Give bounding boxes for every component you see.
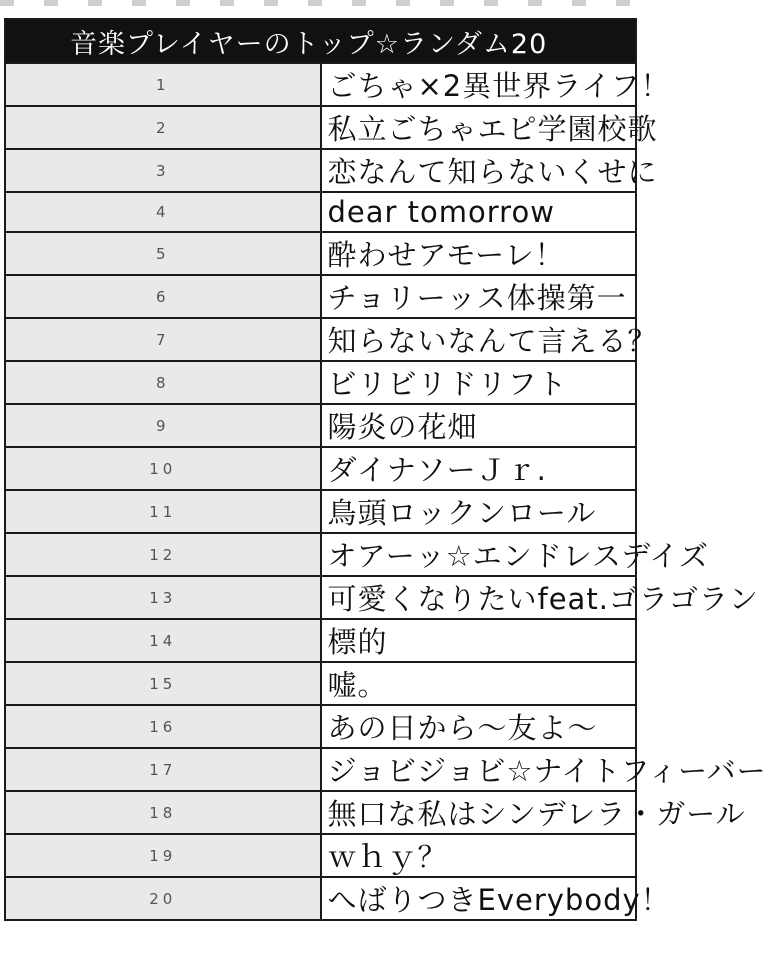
table-row: [5, 318, 636, 361]
song-title: 可愛くなりたいfeat.ゴラゴラン: [321, 576, 637, 619]
table-row: [5, 834, 636, 877]
rank-number: 11: [5, 490, 321, 533]
table-row: [5, 361, 636, 404]
rank-number: 6: [5, 275, 321, 318]
song-title: dear tomorrow: [321, 192, 637, 232]
rank-number: 2: [5, 106, 321, 149]
song-title: 恋なんて知らないくせに: [321, 149, 637, 192]
rank-number: 8: [5, 361, 321, 404]
song-title: へばりつきEverybody！: [321, 877, 637, 920]
table-row: [5, 106, 636, 149]
title-row: [5, 19, 636, 63]
rank-number: 7: [5, 318, 321, 361]
rank-number: 17: [5, 748, 321, 791]
table-row: [5, 275, 636, 318]
song-title: ビリビリドリフト: [321, 361, 637, 404]
song-title: 知らないなんて言える？: [321, 318, 637, 361]
song-title: ごちゃ×2異世界ライフ！: [321, 63, 637, 106]
song-title: ｗｈｙ？: [321, 834, 637, 877]
table-row: [5, 705, 636, 748]
table-row: [5, 791, 636, 834]
rank-number: 12: [5, 533, 321, 576]
table-row: [5, 63, 636, 106]
song-title: 標的: [321, 619, 637, 662]
table-row: [5, 232, 636, 275]
song-title: チョリーッス体操第一: [321, 275, 637, 318]
song-title: あの日から〜友よ〜: [321, 705, 637, 748]
table-row: [5, 192, 636, 232]
rank-number: 9: [5, 404, 321, 447]
table-row: [5, 877, 636, 920]
rank-number: 19: [5, 834, 321, 877]
song-title: 無口な私はシンデレラ・ガール: [321, 791, 637, 834]
rank-number: 3: [5, 149, 321, 192]
rank-number: 15: [5, 662, 321, 705]
song-title: ダイナソーＪｒ.: [321, 447, 637, 490]
table-row: [5, 533, 636, 576]
rank-number: 20: [5, 877, 321, 920]
table-row: [5, 404, 636, 447]
rank-number: 16: [5, 705, 321, 748]
table-title: 音楽プレイヤーのトップ☆ランダム20: [5, 19, 636, 63]
table-row: [5, 662, 636, 705]
song-title: 陽炎の花畑: [321, 404, 637, 447]
page-top-edge: [0, 0, 640, 6]
rank-number: 18: [5, 791, 321, 834]
rank-number: 13: [5, 576, 321, 619]
rank-number: 10: [5, 447, 321, 490]
rank-number: 5: [5, 232, 321, 275]
table-row: [5, 149, 636, 192]
table-row: [5, 447, 636, 490]
song-title: オアーッ☆エンドレスデイズ: [321, 533, 637, 576]
rank-number: 4: [5, 192, 321, 232]
song-title: 酔わせアモーレ！: [321, 232, 637, 275]
table-row: [5, 490, 636, 533]
song-title: 鳥頭ロックンロール: [321, 490, 637, 533]
table-row: [5, 576, 636, 619]
song-title: ジョビジョビ☆ナイトフィーバー: [321, 748, 637, 791]
song-title: 私立ごちゃエピ学園校歌: [321, 106, 637, 149]
ranking-table: [4, 18, 767, 921]
song-title: 嘘。: [321, 662, 637, 705]
rank-number: 14: [5, 619, 321, 662]
table-row: [5, 619, 636, 662]
table-row: [5, 748, 636, 791]
rank-number: 1: [5, 63, 321, 106]
